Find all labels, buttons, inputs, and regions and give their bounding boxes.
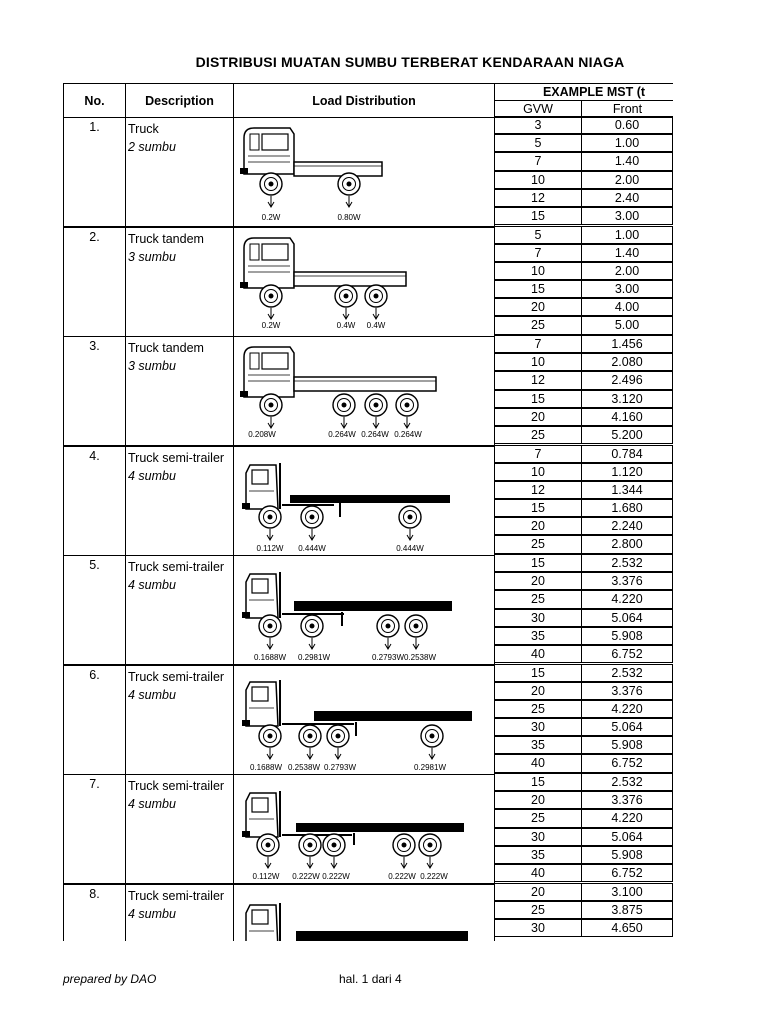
row-number: 1.: [63, 117, 126, 227]
axle-wheel-trailer: [399, 506, 421, 540]
value-row: [494, 354, 673, 372]
axle-load-label: 0.264W: [394, 430, 422, 439]
footer-prepared-by: prepared by DAO: [63, 972, 157, 986]
tractor-cab-drawing: [242, 463, 280, 509]
front-value: 5.064: [581, 609, 673, 627]
gvw-value: 35: [494, 846, 582, 864]
axle-load-label: 0.2538W: [287, 762, 321, 772]
gvw-value: 20: [494, 883, 582, 901]
value-row: [494, 555, 673, 573]
row-number: 2.: [63, 227, 126, 337]
truck-diagram: [234, 447, 494, 557]
value-row: [494, 701, 673, 719]
value-row: [494, 446, 673, 464]
value-row: [494, 518, 673, 536]
vehicle-type: Truck tandem: [128, 231, 204, 246]
row-number: 5.: [63, 555, 126, 665]
front-value: 4.160: [581, 408, 673, 426]
gvw-value: 15: [494, 664, 582, 682]
front-value: 5.064: [581, 828, 673, 846]
cargo-bed: [294, 162, 382, 176]
axle-wheel-rear: [335, 285, 357, 319]
front-value: 3.120: [581, 390, 673, 408]
axle-count: 4 sumbu: [128, 687, 176, 702]
gvw-value: 7: [494, 244, 582, 262]
front-value: 2.40: [581, 189, 673, 207]
load-distribution-cell: [233, 117, 495, 227]
front-value: 1.120: [581, 463, 673, 481]
example-mst-values: [494, 117, 673, 226]
value-row: [494, 774, 673, 792]
gvw-value: 35: [494, 736, 582, 754]
front-value: 1.680: [581, 499, 673, 517]
value-row: [494, 464, 673, 482]
front-value: 6.752: [581, 754, 673, 772]
front-value: 5.200: [581, 426, 673, 444]
front-value: 2.532: [581, 664, 673, 682]
front-value: 0.784: [581, 445, 673, 463]
table-row: [63, 666, 673, 776]
front-value: 4.00: [581, 298, 673, 316]
front-value: 2.532: [581, 773, 673, 791]
axle-wheel-front: [259, 725, 281, 759]
axle-load-label: 0.1688W: [249, 762, 283, 772]
value-row: [494, 902, 673, 920]
row-description: [125, 117, 234, 227]
row-number: 8.: [63, 884, 126, 942]
gvw-value: 25: [494, 535, 582, 553]
truck-diagram: [234, 885, 494, 942]
value-row: [494, 317, 673, 335]
axle-wheel-rear: [396, 394, 418, 428]
value-row: [494, 610, 673, 628]
gvw-value: 10: [494, 353, 582, 371]
cargo-bed: [294, 377, 436, 391]
header-no: No.: [63, 83, 126, 118]
example-mst-values: [494, 227, 673, 336]
value-row: [494, 829, 673, 847]
gvw-value: 10: [494, 463, 582, 481]
axle-wheel-drive: [299, 834, 321, 868]
value-row: [494, 737, 673, 755]
value-row: [494, 847, 673, 865]
gvw-value: 25: [494, 700, 582, 718]
vehicle-type: Truck semi-trailer: [128, 450, 225, 465]
axle-load-label: 0.264W: [328, 430, 356, 439]
axle-load-label: 0.264W: [361, 430, 389, 439]
axle-load-label: 0.1688W: [253, 653, 287, 662]
value-row: [494, 299, 673, 317]
row-number: 3.: [63, 336, 126, 446]
tractor-cab-drawing: [242, 903, 280, 942]
load-distribution-cell: [233, 665, 495, 775]
front-value: 1.00: [581, 134, 673, 152]
axle-wheel-rear: [333, 394, 355, 428]
gvw-value: 5: [494, 134, 582, 152]
load-distribution-cell: [233, 227, 495, 337]
value-row: [494, 920, 673, 938]
axle-wheel-rear: [365, 285, 387, 319]
example-mst-values: [494, 884, 673, 939]
header-gvw: GVW: [494, 100, 582, 118]
row-number: 7.: [63, 774, 126, 884]
axle-wheel-front: [259, 615, 281, 649]
vehicle-type: Truck tandem: [128, 341, 204, 355]
axle-load-label: 0.2793W: [323, 762, 357, 772]
axle-wheel-trailer: [405, 615, 427, 649]
value-row: [494, 792, 673, 810]
front-value: 3.376: [581, 682, 673, 700]
row-description: [125, 884, 234, 942]
value-row: [494, 281, 673, 299]
tractor-cab-drawing: [242, 572, 280, 618]
truck-diagram: [234, 337, 494, 447]
axle-wheel-rear: [365, 394, 387, 428]
load-distribution-cell: [233, 884, 495, 942]
truck-diagram: [234, 556, 494, 666]
axle-wheel-trailer: [377, 615, 399, 649]
table-row: [63, 118, 673, 228]
axle-wheel-front: [260, 394, 282, 428]
row-description: [125, 555, 234, 665]
axle-wheel-front: [257, 834, 279, 868]
load-distribution-cell: [233, 336, 495, 446]
gvw-value: 25: [494, 901, 582, 919]
gvw-value: 40: [494, 754, 582, 772]
front-value: 5.908: [581, 736, 673, 754]
row-description: [125, 227, 234, 337]
axle-count: 4 sumbu: [128, 797, 176, 811]
gvw-value: 40: [494, 864, 582, 882]
axle-load-label: 0.444W: [298, 543, 326, 553]
front-value: 3.875: [581, 901, 673, 919]
gvw-value: 10: [494, 262, 582, 280]
row-number: 4.: [63, 446, 126, 556]
front-value: 2.240: [581, 517, 673, 535]
gvw-value: 5: [494, 226, 582, 244]
value-row: [494, 865, 673, 883]
front-value: 1.40: [581, 152, 673, 170]
axle-count: 4 sumbu: [128, 468, 176, 483]
front-value: 5.908: [581, 846, 673, 864]
axle-load-label: 0.2538W: [403, 653, 437, 662]
axle-load-label: 0.2W: [261, 213, 281, 222]
gvw-value: 12: [494, 481, 582, 499]
value-row: [494, 573, 673, 591]
front-value: 4.220: [581, 590, 673, 608]
axle-wheel-trailer: [421, 725, 443, 759]
vehicle-type: Truck: [128, 122, 159, 136]
axle-load-label: 0.4W: [336, 320, 356, 330]
front-value: 5.908: [581, 627, 673, 645]
value-row: [494, 245, 673, 263]
axle-count: 4 sumbu: [128, 906, 176, 921]
front-value: 2.532: [581, 554, 673, 572]
axle-load-label: 0.222W: [322, 872, 350, 881]
value-row: [494, 172, 673, 190]
axle-wheel-drive: [301, 506, 323, 540]
value-row: [494, 482, 673, 500]
axle-wheel-drive: [301, 615, 323, 649]
example-mst-values: [494, 555, 673, 664]
example-mst-values: [494, 665, 673, 774]
value-row: [494, 263, 673, 281]
truck-diagram: [234, 118, 494, 228]
front-value: 2.00: [581, 171, 673, 189]
gvw-value: 15: [494, 499, 582, 517]
value-row: [494, 536, 673, 554]
gvw-value: 30: [494, 828, 582, 846]
gvw-value: 25: [494, 316, 582, 334]
gvw-value: 15: [494, 280, 582, 298]
gvw-value: 7: [494, 152, 582, 170]
value-row: [494, 372, 673, 390]
value-row: [494, 646, 673, 664]
front-value: 2.496: [581, 371, 673, 389]
front-value: 5.064: [581, 718, 673, 736]
value-row: [494, 409, 673, 427]
row-number: 6.: [63, 665, 126, 775]
gvw-value: 30: [494, 919, 582, 937]
table-row: [63, 775, 673, 885]
value-row: [494, 755, 673, 773]
axle-load-label: 0.2981W: [297, 653, 331, 662]
gvw-value: 12: [494, 371, 582, 389]
example-mst-values: [494, 446, 673, 555]
table-row: [63, 885, 673, 942]
value-row: [494, 427, 673, 445]
row-description: [125, 665, 234, 775]
gvw-value: 25: [494, 590, 582, 608]
axle-load-label: 0.112W: [256, 543, 284, 553]
gvw-value: 20: [494, 408, 582, 426]
gvw-value: 35: [494, 627, 582, 645]
front-value: 4.220: [581, 700, 673, 718]
gvw-value: 15: [494, 773, 582, 791]
axle-count: 2 sumbu: [128, 140, 176, 154]
axle-load-label: 0.2981W: [413, 762, 447, 772]
page-title: DISTRIBUSI MUATAN SUMBU TERBERAT KENDARAAN NIAGA: [195, 54, 625, 70]
gvw-value: 15: [494, 207, 582, 225]
axle-load-label: 0.2W: [261, 320, 281, 330]
axle-load-label: 0.222W: [420, 872, 448, 881]
front-value: 2.080: [581, 353, 673, 371]
gvw-value: 7: [494, 445, 582, 463]
value-row: [494, 719, 673, 737]
truck-diagram: [234, 666, 494, 776]
front-value: 2.800: [581, 535, 673, 553]
truck-cab-drawing: [240, 347, 294, 397]
axle-wheel-trailer: [419, 834, 441, 868]
axle-wheel-front: [260, 285, 282, 319]
row-description: [125, 336, 234, 446]
gvw-value: 20: [494, 682, 582, 700]
gvw-value: 25: [494, 809, 582, 827]
tractor-cab-drawing: [242, 680, 280, 726]
gvw-value: 25: [494, 426, 582, 444]
tractor-cab-drawing: [242, 791, 280, 837]
truck-diagram: [234, 775, 494, 885]
axle-count: 4 sumbu: [128, 578, 176, 592]
gvw-value: 20: [494, 517, 582, 535]
front-value: 1.40: [581, 244, 673, 262]
example-mst-values: [494, 336, 673, 445]
vehicle-type: Truck semi-trailer: [128, 779, 225, 793]
load-distribution-cell: [233, 555, 495, 665]
truck-diagram: [234, 228, 494, 338]
front-value: 3.376: [581, 791, 673, 809]
axle-load-label: 0.222W: [292, 872, 320, 881]
vehicle-type: Truck semi-trailer: [128, 888, 225, 903]
footer-page-number: hal. 1 dari 4: [339, 972, 402, 986]
axle-load-label: 0.444W: [396, 543, 424, 553]
load-distribution-cell: [233, 446, 495, 556]
truck-cab-drawing: [240, 128, 294, 174]
front-value: 4.650: [581, 919, 673, 937]
vehicle-type: Truck semi-trailer: [128, 560, 225, 574]
axle-wheel-front: [260, 173, 282, 207]
gvw-value: 20: [494, 298, 582, 316]
value-row: [494, 336, 673, 354]
value-row: [494, 683, 673, 701]
value-row: [494, 810, 673, 828]
value-row: [494, 135, 673, 153]
front-value: 3.100: [581, 883, 673, 901]
front-value: 5.00: [581, 316, 673, 334]
axle-count: 3 sumbu: [128, 359, 176, 373]
header-load-distribution: Load Distribution: [233, 83, 495, 118]
truck-cab-drawing: [240, 238, 294, 288]
value-row: [494, 208, 673, 226]
row-description: [125, 774, 234, 884]
front-value: 3.00: [581, 207, 673, 225]
axle-wheel-drive: [327, 725, 349, 759]
axle-wheel-drive: [323, 834, 345, 868]
value-row: [494, 117, 673, 135]
value-row: [494, 591, 673, 609]
axle-count: 3 sumbu: [128, 249, 176, 264]
value-row: [494, 665, 673, 683]
gvw-value: 30: [494, 718, 582, 736]
axle-load-label: 0.112W: [252, 872, 280, 881]
value-row: [494, 227, 673, 245]
front-value: 0.60: [581, 116, 673, 134]
table-row: [63, 337, 673, 447]
axle-wheel-drive: [299, 725, 321, 759]
vehicle-type: Truck semi-trailer: [128, 669, 225, 684]
gvw-value: 3: [494, 116, 582, 134]
front-value: 1.00: [581, 226, 673, 244]
gvw-value: 12: [494, 189, 582, 207]
semi-trailer-bed: [296, 931, 468, 941]
header-example-mst: EXAMPLE MST (t: [494, 83, 673, 101]
value-row: [494, 500, 673, 518]
gvw-value: 40: [494, 645, 582, 663]
gvw-value: 30: [494, 609, 582, 627]
value-row: [494, 153, 673, 171]
axle-load-label: 0.208W: [248, 430, 276, 439]
front-value: 1.456: [581, 335, 673, 353]
row-description: [125, 446, 234, 556]
gvw-value: 15: [494, 554, 582, 572]
front-value: 2.00: [581, 262, 673, 280]
table-row: [63, 447, 673, 557]
gvw-value: 15: [494, 390, 582, 408]
example-mst-values: [494, 774, 673, 883]
gvw-value: 10: [494, 171, 582, 189]
axle-wheel-trailer: [393, 834, 415, 868]
header-description: Description: [125, 83, 234, 118]
axle-load-label: 0.4W: [366, 320, 386, 330]
table-row: [63, 228, 673, 338]
value-row: [494, 884, 673, 902]
axle-wheel-front: [259, 506, 281, 540]
load-distribution-cell: [233, 774, 495, 884]
front-value: 3.376: [581, 572, 673, 590]
front-value: 3.00: [581, 280, 673, 298]
axle-load-label: 0.80W: [337, 213, 361, 222]
value-row: [494, 190, 673, 208]
front-value: 6.752: [581, 645, 673, 663]
cargo-bed: [294, 272, 406, 286]
axle-wheel-rear: [338, 173, 360, 207]
value-row: [494, 391, 673, 409]
gvw-value: 20: [494, 791, 582, 809]
load-distribution-table: [63, 83, 673, 941]
header-front: Front: [581, 100, 673, 118]
value-row: [494, 628, 673, 646]
gvw-value: 20: [494, 572, 582, 590]
front-value: 1.344: [581, 481, 673, 499]
axle-load-label: 0.2793W: [371, 653, 405, 662]
front-value: 6.752: [581, 864, 673, 882]
gvw-value: 7: [494, 335, 582, 353]
axle-load-label: 0.222W: [388, 872, 416, 881]
table-row: [63, 556, 673, 666]
front-value: 4.220: [581, 809, 673, 827]
